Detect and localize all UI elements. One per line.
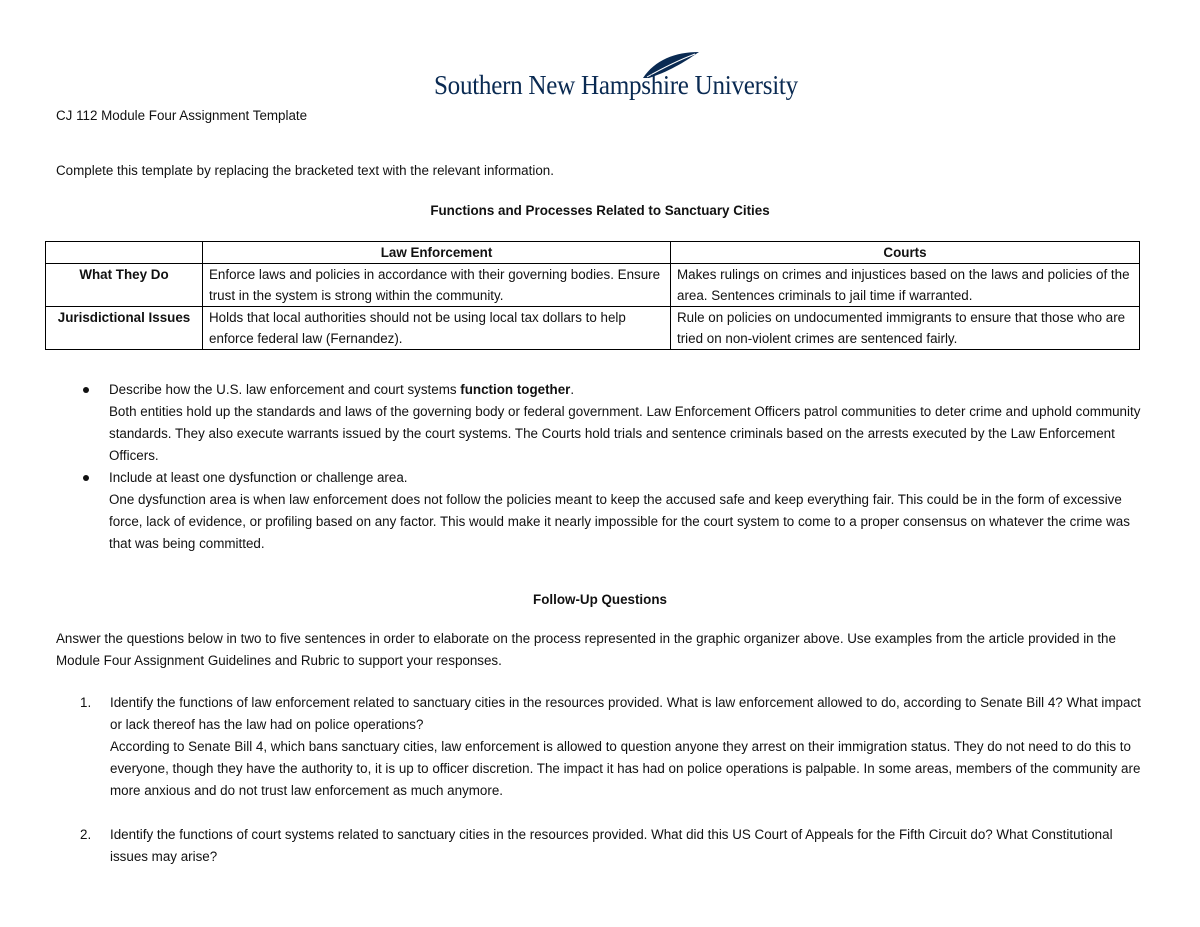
table-header-cell: Law Enforcement <box>203 242 671 264</box>
list-item <box>56 467 1146 555</box>
table-row <box>46 264 1140 307</box>
prompt-text: Describe how the U.S. law enforcement and court systems <box>109 382 461 397</box>
table-row <box>46 307 1140 350</box>
table-cell: Holds that local authorities should not be using local tax dollars to help enforce federal law (Fernandez). <box>203 307 671 350</box>
followup-intro: Answer the questions below in two to five sentences in order to elaborate on the process represented in the graphic organizer above. Use examples from the article provided in the Module Four Assignment Guidelines and Rubric to support your responses. <box>56 631 1116 668</box>
question-number: 2. <box>80 827 92 842</box>
university-logo <box>434 50 798 106</box>
table-cell: Makes rulings on crimes and injustices based on the laws and policies of the area. Sentences criminals to jail time if warranted. <box>671 264 1140 307</box>
instructions-text: Complete this template by replacing the bracketed text with the relevant information. <box>56 163 554 178</box>
bullet-icon <box>83 387 89 393</box>
question-text: Identify the functions of court systems related to sanctuary cities in the resources provided. What did this US Court of Appeals for the Fifth Circuit do? What Constitutional issues may arise? <box>110 827 1113 864</box>
list-item <box>56 824 1146 868</box>
page-title: CJ 112 Module Four Assignment Template <box>56 108 308 123</box>
answer-text: According to Senate Bill 4, which bans sanctuary cities, law enforcement is allowed to question anyone they arrest on their immigration status. They do not need to do this to everyone, though they have the authority to, it is up to officer discretion. The impact it has had on police operations is palpable. In some areas, members of the community are more anxious and do not trust law enforcement as much anymore. <box>110 739 1141 798</box>
question-text: Identify the functions of law enforcement related to sanctuary cities in the resources provided. What is law enforcement allowed to do, according to Senate Bill 4? What impact or lack thereof has the law had on police operations? <box>110 695 1141 732</box>
table-header-row <box>46 242 1140 264</box>
question-number: 1. <box>80 695 92 710</box>
bullet-icon <box>83 475 89 481</box>
prompt-text-end: . <box>570 382 575 397</box>
prompt-text: Include at least one dysfunction or challenge area. <box>109 470 408 485</box>
logo-text: Southern New Hampshire University <box>434 70 798 100</box>
row-label: What They Do <box>46 264 203 307</box>
table-title: Functions and Processes Related to Sanctuary Cities <box>430 203 770 218</box>
answer-text: Both entities hold up the standards and laws of the governing body or federal government. Law Enforcement Officers patrol communities to deter crime and uphold community standards. They also execute warrants issued by the court systems. The Courts hold trials and sentence criminals based on the arrests executed by the Law Enforcement Officers. <box>109 404 1141 463</box>
list-item <box>56 379 1146 467</box>
question-list <box>56 692 1146 868</box>
table-header-cell: Courts <box>671 242 1140 264</box>
table-cell: Enforce laws and policies in accordance with their governing bodies. Ensure trust in the system is strong within the community. <box>203 264 671 307</box>
followup-title: Follow-Up Questions <box>533 592 667 607</box>
answer-text: One dysfunction area is when law enforcement does not follow the policies meant to keep the accused safe and keep everything fair. This could be in the form of excessive force, lack of evidence, or profiling based on any factor. This would make it nearly impossible for the court system to come to a proper consensus on whatever the crime was that was being committed. <box>109 492 1130 551</box>
row-label: Jurisdictional Issues <box>46 307 203 350</box>
functions-table <box>45 241 1140 350</box>
table-cell: Rule on policies on undocumented immigrants to ensure that those who are tried on non-violent crimes are sentenced fairly. <box>671 307 1140 350</box>
list-item <box>56 692 1146 802</box>
prompt-list <box>56 379 1146 555</box>
table-header-cell <box>46 242 203 264</box>
prompt-emphasis: function together <box>460 382 571 397</box>
